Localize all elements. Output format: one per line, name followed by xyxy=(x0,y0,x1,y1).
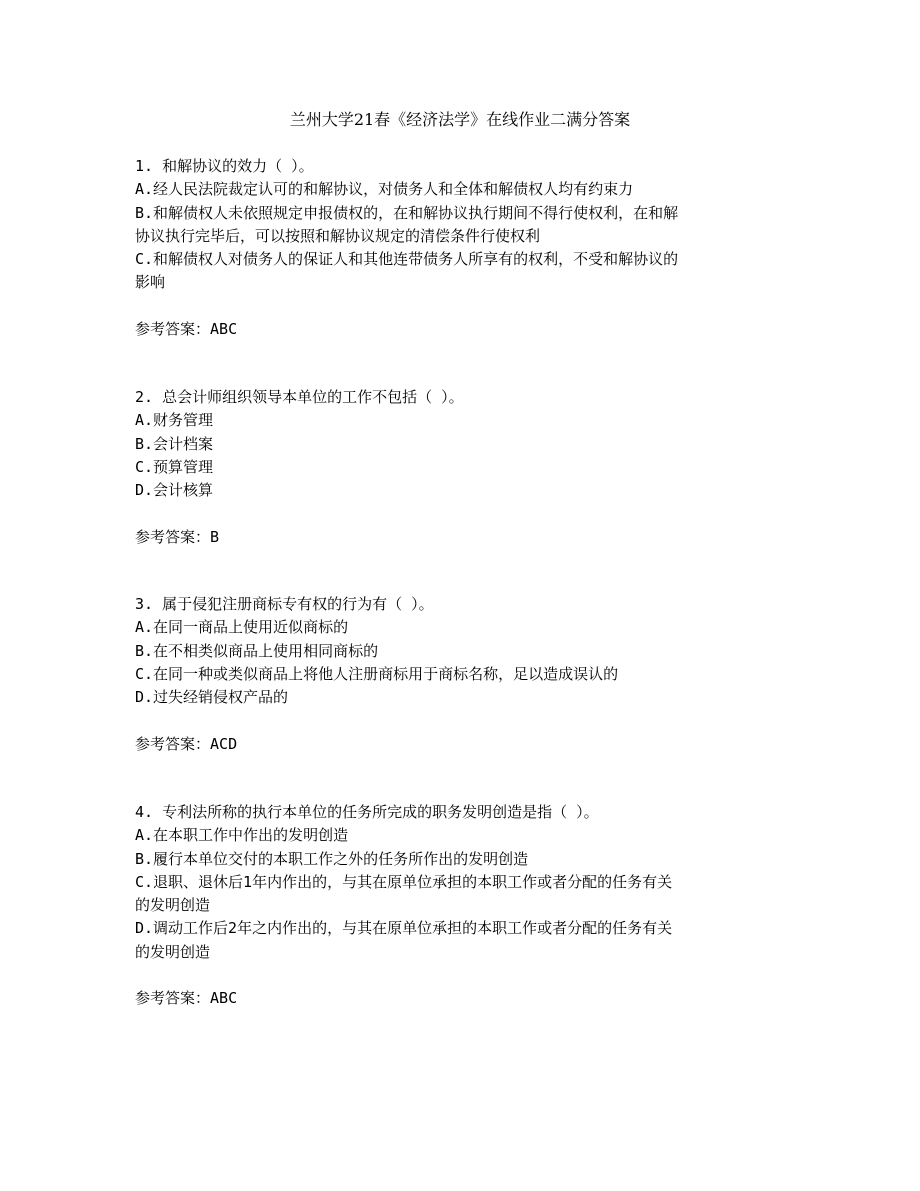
question-block xyxy=(135,593,795,756)
answer-value: ABC xyxy=(210,320,238,339)
option-line: B.履行本单位交付的本职工作之外的任务所作出的发明创造 xyxy=(135,849,529,868)
option-line: B.和解债权人未依照规定申报债权的，在和解协议执行期间不得行使权利，在和解 xyxy=(135,203,679,222)
option-line: A.在本职工作中作出的发明创造 xyxy=(135,826,349,845)
question-block xyxy=(135,386,795,549)
question-stem: 4. 专利法所称的执行本单位的任务所完成的职务发明创造是指（ ）。 xyxy=(135,803,599,821)
question-block xyxy=(135,155,795,341)
answer-value: B xyxy=(210,527,220,546)
answer-label: 参考答案： xyxy=(135,989,211,1008)
option-line: D.会计核算 xyxy=(135,481,214,500)
option-line: C.在同一种或类似商品上将他人注册商标用于商标名称，足以造成误认的 xyxy=(135,664,619,683)
option-line: C.和解债权人对债务人的保证人和其他连带债务人所享有的权利，不受和解协议的 xyxy=(135,250,679,269)
question-stem: 3. 属于侵犯注册商标专有权的行为有（ ）。 xyxy=(135,595,434,613)
option-line: D.过失经销侵权产品的 xyxy=(135,688,289,707)
question-stem: 2. 总会计师组织领导本单位的工作不包括（ ）。 xyxy=(135,388,464,406)
option-line: D.调动工作后2年之内作出的，与其在原单位承担的本职工作或者分配的任务有关 xyxy=(135,919,673,938)
answer-value: ACD xyxy=(210,734,238,753)
answer-value: ABC xyxy=(210,989,238,1008)
answer-label: 参考答案： xyxy=(135,527,211,546)
option-line: B.会计档案 xyxy=(135,434,214,453)
option-line: 协议执行完毕后，可以按照和解协议规定的清偿条件行使权利 xyxy=(135,226,541,245)
answer-label: 参考答案： xyxy=(135,734,211,753)
option-line: A.财务管理 xyxy=(135,411,214,430)
question-block xyxy=(135,801,795,1011)
answer-line xyxy=(135,733,795,756)
option-line: 影响 xyxy=(135,273,166,292)
option-line: A.在同一商品上使用近似商标的 xyxy=(135,618,349,637)
document-title: 兰州大学21春《经济法学》在线作业二满分答案 xyxy=(289,110,631,129)
option-line: B.在不相类似商品上使用相同商标的 xyxy=(135,641,379,660)
question-stem: 1. 和解协议的效力（ ）。 xyxy=(135,157,314,175)
answer-line xyxy=(135,318,795,341)
option-line: 的发明创造 xyxy=(135,942,211,961)
option-line: 的发明创造 xyxy=(135,896,211,915)
option-line: C.预算管理 xyxy=(135,457,214,476)
option-line: A.经人民法院裁定认可的和解协议，对债务人和全体和解债权人均有约束力 xyxy=(135,180,634,199)
answer-line xyxy=(135,526,795,549)
answer-line xyxy=(135,987,795,1010)
option-line: C.退职、退休后1年内作出的，与其在原单位承担的本职工作或者分配的任务有关 xyxy=(135,872,673,891)
answer-label: 参考答案： xyxy=(135,320,211,339)
